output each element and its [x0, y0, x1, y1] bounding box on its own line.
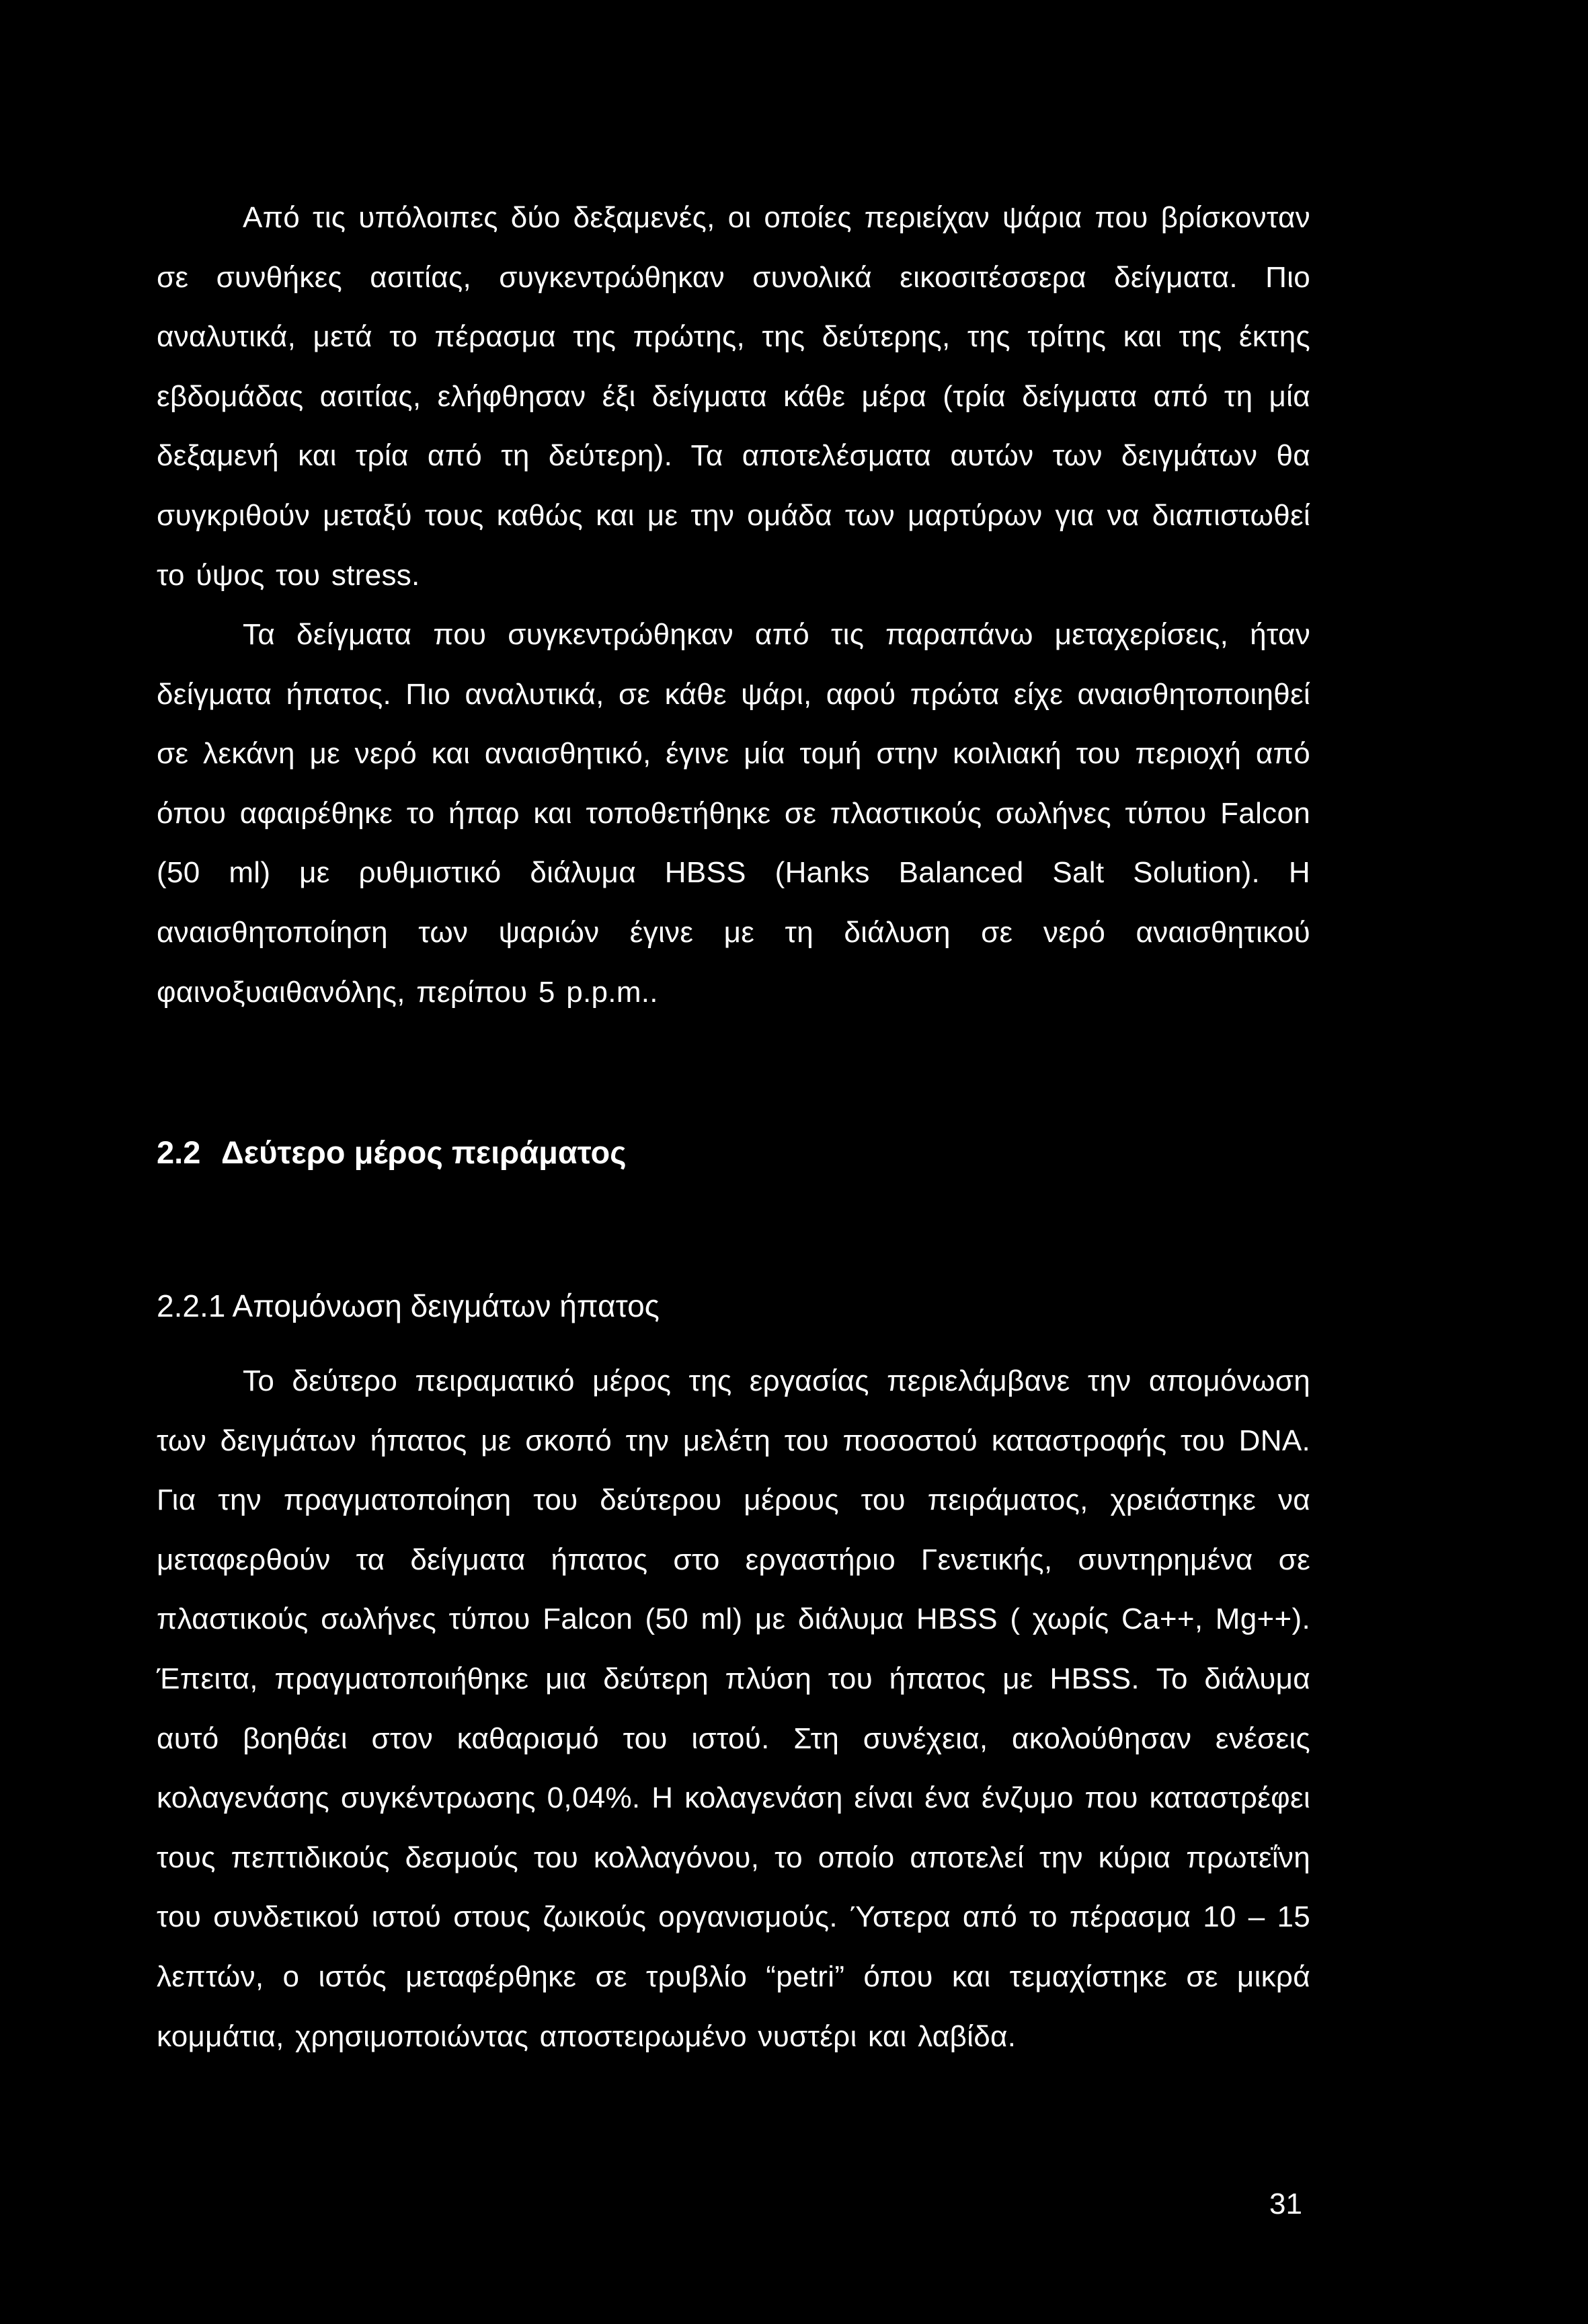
paragraph-liver-isolation: Το δεύτερο πειραματικό μέρος της εργασίας περιελάμβανε την απομόνωση των δειγμάτων ήπατος με σκοπό την μελέτη του ποσοστού καταστροφής του DNA. Για την πραγματοποίηση του δεύτερου μέρους του πειράματος, χρειάστηκε να μεταφερθούν τα δείγματα ήπατος στο εργαστήριο Γενετικής, συντηρημένα σε πλαστικούς σωλήνες τύπου Falcon (50 ml) με διάλυμα HBSS ( χωρίς Ca++, Mg++). Έπειτα, πραγματοποιήθηκε μια δεύτερη πλύση του ήπατος με HBSS. Το διάλυμα αυτό βοηθάει στον καθαρισμό του ιστού. Στη συνέχεια, ακολούθησαν ενέσεις κολαγενάσης συγκέντρωσης 0,04%. Η κολαγενάση είναι ένα ένζυμο που καταστρέφει τους πεπτιδικούς δεσμούς του κολλαγόνου, το οποίο αποτελεί την κύρια πρωτεΐνη του συνδετικού ιστού στους ζωικούς οργανισμούς. Ύστερα από το πέρασμα 10 – 15 λεπτών, ο ιστός μεταφέρθηκε σε τρυβλίο “petri” όπου και τεμαχίστηκε σε μικρά κομμάτια, χρησιμοποιώντας αποστειρωμένο νυστέρι και λαβίδα.: [157, 1364, 1310, 2053]
page-number: 31: [1269, 2187, 1302, 2220]
paragraph-starvation-samples: Από τις υπόλοιπες δύο δεξαμενές, οι οποίες περιείχαν ψάρια που βρίσκονταν σε συνθήκες ασιτίας, συγκεντρώθηκαν συνολικά εικοσιτέσσερα δείγματα. Πιο αναλυτικά, μετά το πέρασμα της πρώτης, της δεύτερης, της τρίτης και της έκτης εβδομάδας ασιτίας, ελήφθησαν έξι δείγματα κάθε μέρα (τρία δείγματα από τη μία δεξαμενή και τρία από τη δεύτερη). Τα αποτελέσματα αυτών των δειγμάτων θα συγκριθούν μεταξύ τους καθώς και με την ομάδα των μαρτύρων για να διαπιστωθεί το ύψος του stress.: [157, 201, 1310, 592]
section-heading: [157, 1132, 627, 1173]
section-number: 2.2: [157, 1134, 201, 1170]
section-title: Δεύτερο μέρος πειράματος: [221, 1134, 627, 1170]
paragraph-liver-sampling: Τα δείγματα που συγκεντρώθηκαν από τις παραπάνω μεταχερίσεις, ήταν δείγματα ήπατος. Πιο αναλυτικά, σε κάθε ψάρι, αφού πρώτα είχε αναισθητοποιηθεί σε λεκάνη με νερό και αναισθητικό, έγινε μία τομή στην κοιλιακή του περιοχή από όπου αφαιρέθηκε το ήπαρ και τοποθετήθηκε σε πλαστικούς σωλήνες τύπου Falcon (50 ml) με ρυθμιστικό διάλυμα HBSS (Hanks Balanced Salt Solution). Η αναισθητοποίηση των ψαριών έγινε με τη διάλυση σε νερό αναισθητικού φαινοξυαιθανόλης, περίπου 5 p.p.m..: [157, 618, 1310, 1009]
subsection-heading: 2.2.1 Απομόνωση δειγμάτων ήπατος: [157, 1288, 660, 1323]
